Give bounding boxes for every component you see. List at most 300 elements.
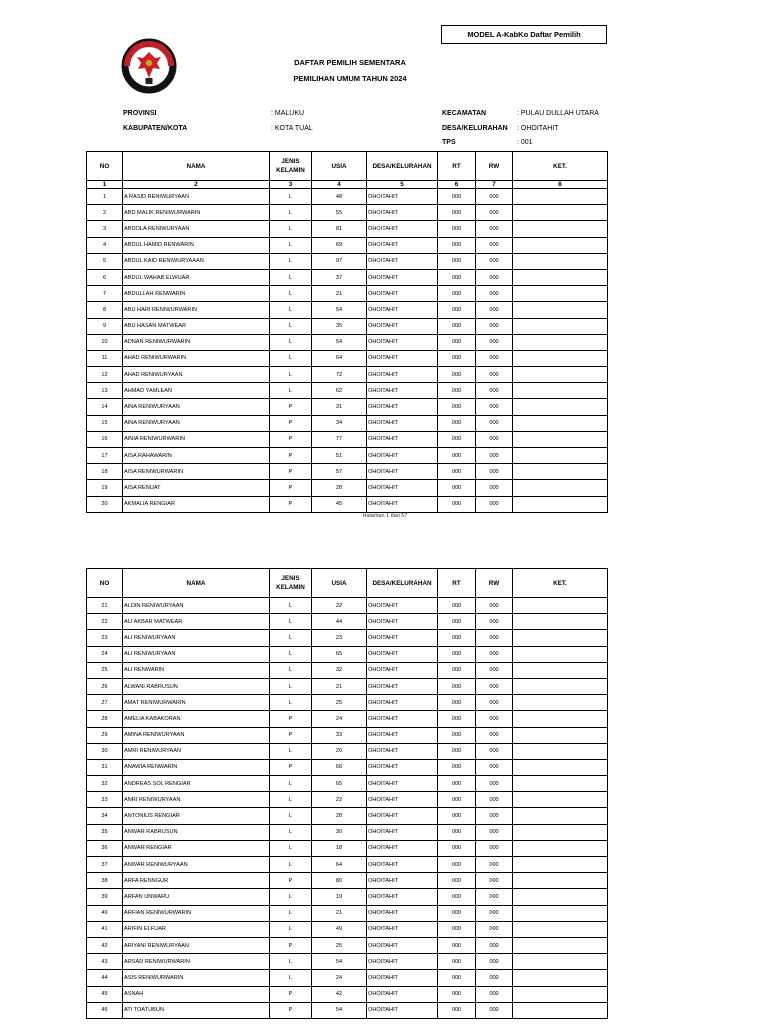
cell-desa: OHOITAHIT xyxy=(367,367,438,383)
cell-rw: 000 xyxy=(476,711,513,727)
cell-jenis-kelamin: L xyxy=(270,678,312,694)
cell-nama: AHAD RENIWURWARIN xyxy=(123,350,270,366)
cell-nama: ARFAN UNWARU xyxy=(123,889,270,905)
table-header-row xyxy=(87,569,608,598)
col-number: 3 xyxy=(270,181,312,189)
table-row xyxy=(87,350,608,366)
cell-nama: ABD MALIK RENIWURWARIN xyxy=(123,205,270,221)
cell-no: 24 xyxy=(87,646,123,662)
cell-nama: ABDULLAH RENWARIN xyxy=(123,286,270,302)
cell-jenis-kelamin: P xyxy=(270,496,312,512)
cell-usia: 31 xyxy=(312,399,367,415)
cell-jenis-kelamin: L xyxy=(270,383,312,399)
cell-ket xyxy=(513,302,608,318)
kpu-logo xyxy=(121,38,177,94)
col-header-usia: USIA xyxy=(312,152,367,181)
cell-usia: 66 xyxy=(312,759,367,775)
cell-ket xyxy=(513,776,608,792)
cell-usia: 49 xyxy=(312,921,367,937)
cell-usia: 37 xyxy=(312,269,367,285)
cell-jenis-kelamin: L xyxy=(270,334,312,350)
cell-no: 39 xyxy=(87,889,123,905)
table-row xyxy=(87,776,608,792)
cell-usia: 21 xyxy=(312,905,367,921)
cell-desa: OHOITAHIT xyxy=(367,954,438,970)
cell-rt: 000 xyxy=(438,808,476,824)
cell-ket xyxy=(513,954,608,970)
cell-rt: 000 xyxy=(438,448,476,464)
cell-rw: 000 xyxy=(476,759,513,775)
provinsi-value: : MALUKU xyxy=(271,110,305,117)
cell-jenis-kelamin: L xyxy=(270,905,312,921)
cell-rt: 000 xyxy=(438,383,476,399)
cell-rt: 000 xyxy=(438,792,476,808)
cell-nama: ARIYANI RENIWURYAAN xyxy=(123,937,270,953)
cell-desa: OHOITAHIT xyxy=(367,808,438,824)
cell-desa: OHOITAHIT xyxy=(367,727,438,743)
cell-ket xyxy=(513,205,608,221)
cell-nama: ABDUL KAID RENIWURYAAAN xyxy=(123,253,270,269)
cell-usia: 25 xyxy=(312,937,367,953)
cell-rt: 000 xyxy=(438,221,476,237)
cell-rw: 000 xyxy=(476,727,513,743)
cell-ket xyxy=(513,598,608,614)
cell-usia: 23 xyxy=(312,630,367,646)
cell-rw: 000 xyxy=(476,743,513,759)
page-footer: Halaman 1 dari 57 xyxy=(362,513,408,519)
cell-rt: 000 xyxy=(438,727,476,743)
table-row xyxy=(87,367,608,383)
cell-rt: 000 xyxy=(438,496,476,512)
cell-desa: OHOITAHIT xyxy=(367,318,438,334)
cell-desa: OHOITAHIT xyxy=(367,905,438,921)
cell-no: 32 xyxy=(87,776,123,792)
kecamatan-value: : PULAU DULLAH UTARA xyxy=(517,110,599,117)
desa-label: DESA/KELURAHAN xyxy=(442,125,508,132)
cell-nama: A RASID RENIWURYAAN xyxy=(123,189,270,205)
cell-no: 17 xyxy=(87,448,123,464)
cell-no: 14 xyxy=(87,399,123,415)
cell-nama: AHAD RENIWURYAAN xyxy=(123,367,270,383)
cell-nama: AMAT RENIWURWARIN xyxy=(123,695,270,711)
cell-desa: OHOITAHIT xyxy=(367,253,438,269)
table-row xyxy=(87,399,608,415)
cell-rt: 000 xyxy=(438,237,476,253)
cell-rt: 000 xyxy=(438,954,476,970)
table-row xyxy=(87,824,608,840)
cell-ket xyxy=(513,743,608,759)
cell-rw: 000 xyxy=(476,464,513,480)
table-row xyxy=(87,937,608,953)
cell-nama: AINA RENIWURYAAN xyxy=(123,399,270,415)
cell-jenis-kelamin: L xyxy=(270,921,312,937)
cell-desa: OHOITAHIT xyxy=(367,350,438,366)
col-header-rt: RT xyxy=(438,152,476,181)
cell-desa: OHOITAHIT xyxy=(367,792,438,808)
cell-usia: 80 xyxy=(312,873,367,889)
cell-desa: OHOITAHIT xyxy=(367,970,438,986)
table-row xyxy=(87,269,608,285)
cell-ket xyxy=(513,873,608,889)
table-row xyxy=(87,1002,608,1018)
cell-rw: 000 xyxy=(476,221,513,237)
cell-rw: 000 xyxy=(476,937,513,953)
cell-rt: 000 xyxy=(438,840,476,856)
cell-nama: AHMAD YAMLEAN xyxy=(123,383,270,399)
table-row xyxy=(87,480,608,496)
cell-desa: OHOITAHIT xyxy=(367,334,438,350)
cell-rt: 000 xyxy=(438,464,476,480)
cell-rt: 000 xyxy=(438,480,476,496)
col-header-rt: RT xyxy=(438,569,476,598)
document-subtitle: PEMILIHAN UMUM TAHUN 2024 xyxy=(293,74,407,83)
cell-desa: OHOITAHIT xyxy=(367,598,438,614)
cell-no: 30 xyxy=(87,743,123,759)
cell-no: 25 xyxy=(87,662,123,678)
cell-rw: 000 xyxy=(476,598,513,614)
cell-rt: 000 xyxy=(438,253,476,269)
table-row xyxy=(87,205,608,221)
cell-jenis-kelamin: L xyxy=(270,367,312,383)
cell-desa: OHOITAHIT xyxy=(367,286,438,302)
cell-usia: 42 xyxy=(312,986,367,1002)
tps-value: : 001 xyxy=(517,139,533,146)
cell-no: 13 xyxy=(87,383,123,399)
cell-jenis-kelamin: L xyxy=(270,205,312,221)
cell-desa: OHOITAHIT xyxy=(367,189,438,205)
cell-jenis-kelamin: P xyxy=(270,415,312,431)
cell-jenis-kelamin: L xyxy=(270,237,312,253)
cell-rw: 000 xyxy=(476,302,513,318)
cell-ket xyxy=(513,857,608,873)
cell-desa: OHOITAHIT xyxy=(367,857,438,873)
cell-jenis-kelamin: L xyxy=(270,743,312,759)
table-row xyxy=(87,253,608,269)
cell-jenis-kelamin: P xyxy=(270,711,312,727)
table-header-row xyxy=(87,152,608,181)
document-title: DAFTAR PEMILIH SEMENTARA xyxy=(294,58,406,67)
cell-ket xyxy=(513,350,608,366)
col-header-no: NO xyxy=(87,152,123,181)
cell-rw: 000 xyxy=(476,873,513,889)
cell-nama: ALDIN RENIWURYAAN xyxy=(123,598,270,614)
col-number: 4 xyxy=(312,181,367,189)
cell-ket xyxy=(513,221,608,237)
cell-usia: 64 xyxy=(312,857,367,873)
cell-rt: 000 xyxy=(438,302,476,318)
cell-nama: ANDREAS SOL RENGIAR xyxy=(123,776,270,792)
table-row xyxy=(87,221,608,237)
cell-no: 3 xyxy=(87,221,123,237)
table-row xyxy=(87,448,608,464)
cell-usia: 44 xyxy=(312,614,367,630)
table-row xyxy=(87,889,608,905)
cell-nama: ASNAH xyxy=(123,986,270,1002)
cell-no: 45 xyxy=(87,986,123,1002)
voter-table-page-2 xyxy=(86,568,608,1019)
cell-no: 20 xyxy=(87,496,123,512)
cell-ket xyxy=(513,269,608,285)
cell-desa: OHOITAHIT xyxy=(367,646,438,662)
cell-jenis-kelamin: P xyxy=(270,937,312,953)
cell-rw: 000 xyxy=(476,905,513,921)
table-row xyxy=(87,415,608,431)
cell-nama: AISA RENIWURWARIN xyxy=(123,464,270,480)
cell-nama: ALI RENIWURYAAN xyxy=(123,646,270,662)
cell-desa: OHOITAHIT xyxy=(367,824,438,840)
cell-rw: 000 xyxy=(476,646,513,662)
cell-rw: 000 xyxy=(476,857,513,873)
cell-jenis-kelamin: P xyxy=(270,727,312,743)
cell-desa: OHOITAHIT xyxy=(367,431,438,447)
cell-desa: OHOITAHIT xyxy=(367,986,438,1002)
cell-rw: 000 xyxy=(476,776,513,792)
cell-usia: 22 xyxy=(312,792,367,808)
cell-ket xyxy=(513,840,608,856)
cell-ket xyxy=(513,431,608,447)
cell-no: 9 xyxy=(87,318,123,334)
table-row xyxy=(87,237,608,253)
provinsi-label: PROVINSI xyxy=(123,110,157,117)
cell-no: 42 xyxy=(87,937,123,953)
cell-ket xyxy=(513,889,608,905)
cell-jenis-kelamin: L xyxy=(270,253,312,269)
cell-desa: OHOITAHIT xyxy=(367,302,438,318)
cell-rt: 000 xyxy=(438,986,476,1002)
cell-desa: OHOITAHIT xyxy=(367,921,438,937)
cell-rw: 000 xyxy=(476,889,513,905)
cell-rw: 000 xyxy=(476,808,513,824)
col-header-nama: NAMA xyxy=(123,569,270,598)
cell-jenis-kelamin: L xyxy=(270,792,312,808)
cell-desa: OHOITAHIT xyxy=(367,399,438,415)
cell-jenis-kelamin: L xyxy=(270,318,312,334)
cell-nama: ANRI RENIWURYAAN xyxy=(123,792,270,808)
cell-usia: 64 xyxy=(312,350,367,366)
cell-desa: OHOITAHIT xyxy=(367,464,438,480)
cell-rw: 000 xyxy=(476,286,513,302)
cell-jenis-kelamin: L xyxy=(270,269,312,285)
cell-ket xyxy=(513,986,608,1002)
cell-no: 22 xyxy=(87,614,123,630)
table-row xyxy=(87,840,608,856)
cell-jenis-kelamin: P xyxy=(270,464,312,480)
cell-jenis-kelamin: P xyxy=(270,448,312,464)
cell-ket xyxy=(513,678,608,694)
col-header-nama: NAMA xyxy=(123,152,270,181)
cell-no: 23 xyxy=(87,630,123,646)
cell-no: 18 xyxy=(87,464,123,480)
col-number: 8 xyxy=(513,181,608,189)
cell-desa: OHOITAHIT xyxy=(367,937,438,953)
cell-usia: 62 xyxy=(312,383,367,399)
kabupaten-value: : KOTA TUAL xyxy=(271,125,313,132)
cell-usia: 48 xyxy=(312,189,367,205)
cell-rt: 000 xyxy=(438,711,476,727)
cell-jenis-kelamin: L xyxy=(270,824,312,840)
cell-ket xyxy=(513,399,608,415)
cell-no: 33 xyxy=(87,792,123,808)
cell-usia: 33 xyxy=(312,727,367,743)
cell-usia: 69 xyxy=(312,237,367,253)
cell-rw: 000 xyxy=(476,431,513,447)
cell-desa: OHOITAHIT xyxy=(367,776,438,792)
cell-rt: 000 xyxy=(438,1002,476,1018)
cell-nama: ABU HASAN MATWEAR xyxy=(123,318,270,334)
cell-no: 15 xyxy=(87,415,123,431)
cell-no: 21 xyxy=(87,598,123,614)
cell-rt: 000 xyxy=(438,269,476,285)
cell-usia: 21 xyxy=(312,286,367,302)
cell-rw: 000 xyxy=(476,1002,513,1018)
cell-nama: AKMALIA RENGIAR xyxy=(123,496,270,512)
cell-usia: 51 xyxy=(312,448,367,464)
col-number: 2 xyxy=(123,181,270,189)
cell-rt: 000 xyxy=(438,205,476,221)
cell-usia: 97 xyxy=(312,253,367,269)
cell-nama: ALWANI RABRUSUN xyxy=(123,678,270,694)
cell-nama: AMELIA KABAKORAN xyxy=(123,711,270,727)
column-number-row xyxy=(87,181,608,189)
cell-nama: AMINA RENIWURYAAN xyxy=(123,727,270,743)
cell-rw: 000 xyxy=(476,840,513,856)
cell-nama: ANWAR RENGIAR xyxy=(123,840,270,856)
cell-desa: OHOITAHIT xyxy=(367,496,438,512)
cell-desa: OHOITAHIT xyxy=(367,759,438,775)
cell-ket xyxy=(513,383,608,399)
tps-label: TPS xyxy=(442,139,456,146)
cell-desa: OHOITAHIT xyxy=(367,695,438,711)
cell-no: 12 xyxy=(87,367,123,383)
cell-ket xyxy=(513,334,608,350)
table-row xyxy=(87,873,608,889)
cell-rt: 000 xyxy=(438,889,476,905)
col-number: 6 xyxy=(438,181,476,189)
table-row xyxy=(87,808,608,824)
cell-rt: 000 xyxy=(438,905,476,921)
cell-rt: 000 xyxy=(438,759,476,775)
cell-nama: ANAWIA RENWARIN xyxy=(123,759,270,775)
col-number: 7 xyxy=(476,181,513,189)
cell-rw: 000 xyxy=(476,415,513,431)
cell-nama: ARIFIN ELFUAR xyxy=(123,921,270,937)
cell-usia: 35 xyxy=(312,318,367,334)
table-row xyxy=(87,662,608,678)
cell-no: 8 xyxy=(87,302,123,318)
cell-rt: 000 xyxy=(438,678,476,694)
cell-rt: 000 xyxy=(438,743,476,759)
cell-desa: OHOITAHIT xyxy=(367,678,438,694)
cell-usia: 55 xyxy=(312,205,367,221)
cell-nama: ABDUL HAMID RENWARIN xyxy=(123,237,270,253)
cell-usia: 57 xyxy=(312,464,367,480)
cell-jenis-kelamin: L xyxy=(270,614,312,630)
cell-rw: 000 xyxy=(476,237,513,253)
cell-jenis-kelamin: P xyxy=(270,431,312,447)
desa-value: : OHOITAHIT xyxy=(517,125,559,132)
cell-rt: 000 xyxy=(438,857,476,873)
cell-rw: 000 xyxy=(476,253,513,269)
cell-rt: 000 xyxy=(438,399,476,415)
cell-ket xyxy=(513,614,608,630)
cell-jenis-kelamin: L xyxy=(270,598,312,614)
cell-no: 19 xyxy=(87,480,123,496)
table-row xyxy=(87,646,608,662)
cell-nama: AINIA RENIWURWARIN xyxy=(123,431,270,447)
cell-usia: 18 xyxy=(312,840,367,856)
cell-nama: ANTONIUS RENGIAR xyxy=(123,808,270,824)
cell-nama: AINA RENIWURYAAN xyxy=(123,415,270,431)
cell-desa: OHOITAHIT xyxy=(367,743,438,759)
cell-usia: 24 xyxy=(312,711,367,727)
cell-no: 46 xyxy=(87,1002,123,1018)
cell-rw: 000 xyxy=(476,792,513,808)
table-row xyxy=(87,905,608,921)
cell-ket xyxy=(513,448,608,464)
col-header-no: NO xyxy=(87,569,123,598)
cell-rw: 000 xyxy=(476,448,513,464)
cell-desa: OHOITAHIT xyxy=(367,889,438,905)
voter-table-page-1 xyxy=(86,151,608,513)
cell-ket xyxy=(513,496,608,512)
cell-no: 29 xyxy=(87,727,123,743)
cell-jenis-kelamin: L xyxy=(270,646,312,662)
cell-no: 37 xyxy=(87,857,123,873)
cell-jenis-kelamin: L xyxy=(270,776,312,792)
cell-ket xyxy=(513,937,608,953)
cell-no: 5 xyxy=(87,253,123,269)
cell-rt: 000 xyxy=(438,662,476,678)
cell-nama: ARSAD RENIWURWARIN xyxy=(123,954,270,970)
cell-rw: 000 xyxy=(476,189,513,205)
cell-desa: OHOITAHIT xyxy=(367,448,438,464)
cell-no: 26 xyxy=(87,678,123,694)
cell-ket xyxy=(513,808,608,824)
cell-rt: 000 xyxy=(438,646,476,662)
cell-ket xyxy=(513,480,608,496)
cell-jenis-kelamin: L xyxy=(270,630,312,646)
col-header-rw: RW xyxy=(476,152,513,181)
cell-nama: AMRI RENIWURYAAN xyxy=(123,743,270,759)
cell-jenis-kelamin: P xyxy=(270,873,312,889)
cell-rt: 000 xyxy=(438,630,476,646)
table-row xyxy=(87,986,608,1002)
col-header-rw: RW xyxy=(476,569,513,598)
cell-no: 27 xyxy=(87,695,123,711)
kabupaten-label: KABUPATEN/KOTA xyxy=(123,125,188,132)
cell-rt: 000 xyxy=(438,367,476,383)
cell-rt: 000 xyxy=(438,350,476,366)
cell-usia: 24 xyxy=(312,970,367,986)
cell-no: 31 xyxy=(87,759,123,775)
cell-desa: OHOITAHIT xyxy=(367,630,438,646)
cell-no: 34 xyxy=(87,808,123,824)
table-row xyxy=(87,334,608,350)
cell-no: 10 xyxy=(87,334,123,350)
cell-jenis-kelamin: L xyxy=(270,889,312,905)
cell-rw: 000 xyxy=(476,824,513,840)
table-row xyxy=(87,711,608,727)
cell-ket xyxy=(513,464,608,480)
cell-ket xyxy=(513,286,608,302)
cell-jenis-kelamin: L xyxy=(270,954,312,970)
kecamatan-label: KECAMATAN xyxy=(442,110,487,117)
cell-rw: 000 xyxy=(476,496,513,512)
cell-no: 38 xyxy=(87,873,123,889)
cell-desa: OHOITAHIT xyxy=(367,237,438,253)
cell-jenis-kelamin: L xyxy=(270,808,312,824)
cell-nama: ANWAR RABRUSUN xyxy=(123,824,270,840)
